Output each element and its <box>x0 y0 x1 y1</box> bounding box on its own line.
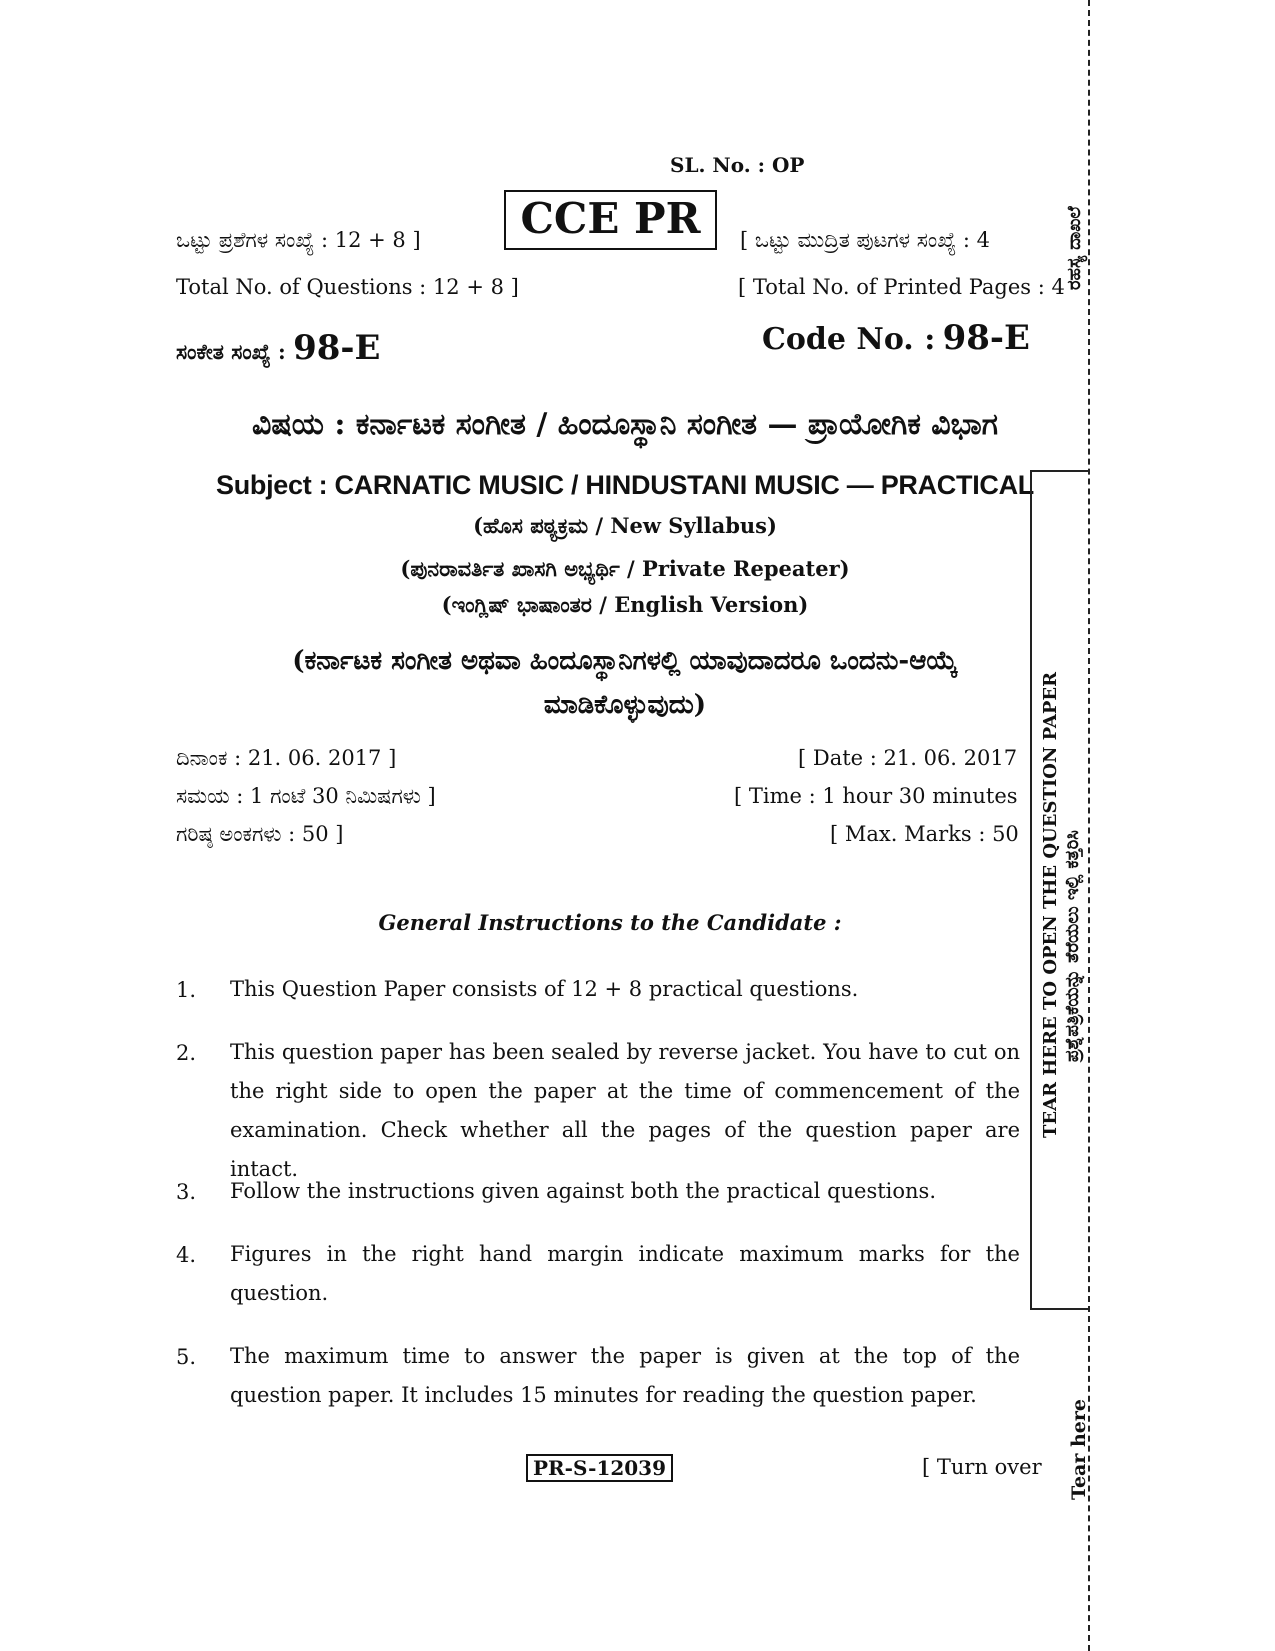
choice-note-line2: ಮಾಡಿಕೊಳ್ಳುವುದು) <box>543 690 707 720</box>
choice-note-line1: (ಕರ್ನಾಟಕ ಸಂಗೀತ ಅಥವಾ ಹಿಂದೂಸ್ಥಾನಿಗಳಲ್ಲಿ ಯಾವುದಾದರೂ ಒಂದನು-ಆಯ್ಕೆ <box>292 646 958 676</box>
instruction-text: Figures in the right hand margin indicate maximum marks for the question. <box>230 1242 1020 1305</box>
date-en: [ Date : 21. 06. 2017 <box>798 746 1018 770</box>
code-kn-value: 98-E <box>293 328 381 368</box>
instruction-text: This Question Paper consists of 12 + 8 practical questions. <box>230 977 859 1001</box>
total-questions-en: Total No. of Questions : 12 + 8 ] <box>176 275 519 299</box>
instruction-number: 1. <box>176 978 197 1002</box>
time-en: [ Time : 1 hour 30 minutes <box>734 784 1018 808</box>
instruction-text: This question paper has been sealed by reverse jacket. You have to cut on the right side to open the paper at the time of commencement of the examination. Check whether all the pages of the question paper are intact. <box>230 1040 1020 1181</box>
secret-label: ರಹಸ್ಯ ದಾಖಲೆ <box>1064 206 1085 290</box>
turn-over-note: [ Turn over <box>922 1455 1042 1479</box>
instruction-number: 2. <box>176 1041 197 1065</box>
tear-instruction-en: TEAR HERE TO OPEN THE QUESTION PAPER <box>1040 671 1061 1138</box>
instruction-number: 3. <box>176 1180 197 1204</box>
total-pages-en: [ Total No. of Printed Pages : 4 <box>738 275 1065 299</box>
total-pages-kn: [ ಒಟ್ಟು ಮುದ್ರಿತ ಪುಟಗಳ ಸಂಖ್ಯೆ : 4 <box>740 228 991 252</box>
syllabus-note: (ಹೊಸ ಪಠ್ಯಕ್ರಮ / New Syllabus) <box>473 513 777 538</box>
instruction-text: The maximum time to answer the paper is given at the top of the question paper. It includes 15 minutes for reading the question paper. <box>230 1344 1020 1407</box>
candidate-type: (ಪುನರಾವರ್ತಿತ ಖಾಸಗಿ ಅಭ್ಯರ್ಥಿ / Private Repeater) <box>400 556 850 581</box>
code-en-label: Code No. : <box>762 322 936 357</box>
tear-instruction-kn: ಪ್ರಶ್ನೆಪತ್ರಿಕೆಯನ್ನು ತೆರೆಯಲು ಇಲ್ಲಿ ಕತ್ತರಿಸಿ <box>1062 830 1083 1062</box>
code-number-kn <box>176 328 380 368</box>
date-kn: ದಿನಾಂಕ : 21. 06. 2017 ] <box>176 746 397 770</box>
code-number-en <box>762 318 1030 358</box>
instruction-number: 5. <box>176 1345 197 1369</box>
subject-english: Subject : CARNATIC MUSIC / HINDUSTANI MUSIC — PRACTICAL <box>216 470 1034 500</box>
paper-code-box: PR-S-12039 <box>526 1454 673 1482</box>
serial-number: SL. No. : OP <box>670 153 805 177</box>
exam-type-box: CCE PR <box>504 190 717 250</box>
subject-kannada: ವಿಷಯ : ಕರ್ನಾಟಕ ಸಂಗೀತ / ಹಿಂದೂಸ್ಥಾನಿ ಸಂಗೀತ — ಪ್ರಾಯೋಗಿಕ ವಿಭಾಗ <box>252 407 998 442</box>
time-kn: ಸಮಯ : 1 ಗಂಟೆ 30 ನಿಮಿಷಗಳು ] <box>176 784 436 808</box>
instruction-number: 4. <box>176 1243 197 1267</box>
instruction-text: Follow the instructions given against both the practical questions. <box>230 1179 937 1203</box>
marks-en: [ Max. Marks : 50 <box>830 822 1019 846</box>
code-en-value: 98-E <box>942 318 1030 358</box>
marks-kn: ಗರಿಷ್ಠ ಅಂಕಗಳು : 50 ] <box>176 822 344 846</box>
instructions-title: General Instructions to the Candidate : <box>378 910 842 935</box>
code-kn-label: ಸಂಕೇತ ಸಂಖ್ಯೆ : <box>176 339 286 364</box>
tear-here-label: Tear here <box>1068 1399 1090 1500</box>
version-note: (ಇಂಗ್ಲಿಷ್ ಭಾಷಾಂತರ / English Version) <box>441 592 809 617</box>
total-questions-kn: ಒಟ್ಟು ಪ್ರಶೆಗಳ ಸಂಖ್ಯೆ : 12 + 8 ] <box>176 228 421 252</box>
